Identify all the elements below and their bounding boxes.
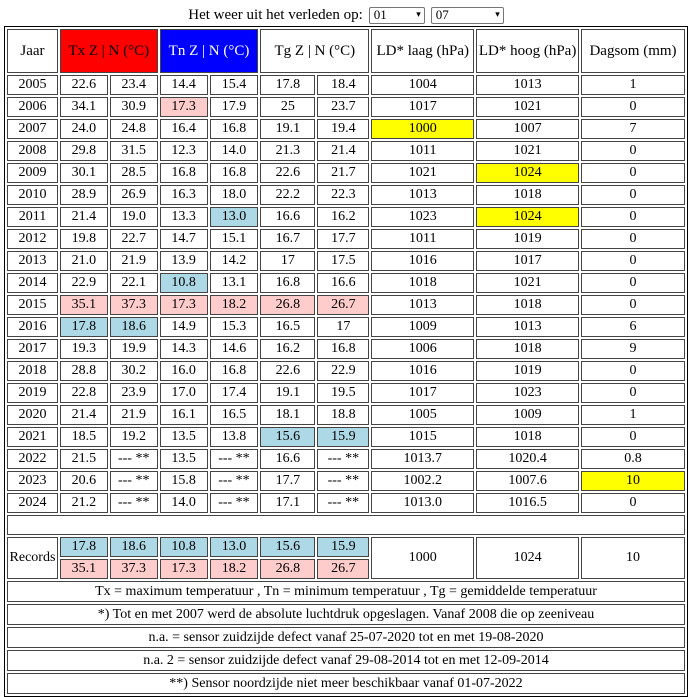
record-ld-laag: 1000 <box>371 537 474 579</box>
value-cell: 19.0 <box>110 207 158 227</box>
value-cell: 0 <box>581 361 685 381</box>
value-cell: 21.4 <box>60 405 108 425</box>
value-cell: 18.6 <box>110 317 158 337</box>
records-label: Records <box>7 537 58 579</box>
chevron-down-icon: ▾ <box>416 10 421 20</box>
value-cell: 19.4 <box>317 119 369 139</box>
value-cell: 1000 <box>371 119 474 139</box>
table-row <box>7 273 685 293</box>
value-cell: --- ** <box>317 493 369 513</box>
value-cell: 16.8 <box>260 273 315 293</box>
value-cell: 1018 <box>476 185 579 205</box>
record-high-cell: 26.7 <box>317 559 369 579</box>
value-cell: 21.5 <box>60 449 108 469</box>
value-cell: 18.8 <box>317 405 369 425</box>
table-row <box>7 185 685 205</box>
column-header-tx: Tx Z | N (°C) <box>60 29 158 73</box>
value-cell: --- ** <box>110 471 158 491</box>
value-cell: 1021 <box>476 273 579 293</box>
value-cell: 16.8 <box>317 339 369 359</box>
value-cell: 19.1 <box>260 383 315 403</box>
value-cell: 1016 <box>371 251 474 271</box>
value-cell: 0 <box>581 163 685 183</box>
footnote: **) Sensor noordzijde niet meer beschikbaar vanaf 01-07-2022 <box>7 673 685 694</box>
chevron-down-icon: ▾ <box>495 10 500 20</box>
value-cell: 14.7 <box>160 229 208 249</box>
value-cell: 1013 <box>476 75 579 95</box>
value-cell: 16.4 <box>160 119 208 139</box>
value-cell: 24.0 <box>60 119 108 139</box>
value-cell: 35.1 <box>60 295 108 315</box>
value-cell: 1019 <box>476 361 579 381</box>
date-selector-bar <box>4 4 688 26</box>
value-cell: 7 <box>581 119 685 139</box>
value-cell: 26.8 <box>260 295 315 315</box>
value-cell: 1024 <box>476 207 579 227</box>
value-cell: 0 <box>581 273 685 293</box>
record-ld-hoog: 1024 <box>476 537 579 579</box>
record-low-cell: 10.8 <box>160 537 208 557</box>
value-cell: 1016.5 <box>476 493 579 513</box>
value-cell: 1009 <box>371 317 474 337</box>
value-cell: 29.8 <box>60 141 108 161</box>
value-cell: 0.8 <box>581 449 685 469</box>
year-cell: 2020 <box>7 405 58 425</box>
year-cell: 2013 <box>7 251 58 271</box>
value-cell: 17.8 <box>60 317 108 337</box>
record-low-cell: 17.8 <box>60 537 108 557</box>
day-select-value: 01 <box>373 7 387 22</box>
footnote-row <box>7 627 685 648</box>
value-cell: 1016 <box>371 361 474 381</box>
value-cell: 21.4 <box>60 207 108 227</box>
value-cell: 13.8 <box>210 427 259 447</box>
value-cell: 12.3 <box>160 141 208 161</box>
value-cell: 17.7 <box>317 229 369 249</box>
value-cell: 1013.0 <box>371 493 474 513</box>
footnote: n.a. = sensor zuidzijde defect vanaf 25-07-2020 tot en met 19-08-2020 <box>7 627 685 648</box>
value-cell: 18.1 <box>260 405 315 425</box>
value-cell: 24.8 <box>110 119 158 139</box>
year-cell: 2012 <box>7 229 58 249</box>
value-cell: 1018 <box>476 339 579 359</box>
value-cell: 1020.4 <box>476 449 579 469</box>
value-cell: 17.7 <box>260 471 315 491</box>
value-cell: --- ** <box>210 449 259 469</box>
value-cell: 19.1 <box>260 119 315 139</box>
day-select[interactable] <box>369 7 425 24</box>
table-row <box>7 405 685 425</box>
value-cell: 16.3 <box>160 185 208 205</box>
footnote-row <box>7 673 685 694</box>
value-cell: 1009 <box>476 405 579 425</box>
year-cell: 2024 <box>7 493 58 513</box>
value-cell: 1006 <box>371 339 474 359</box>
value-cell: 1015 <box>371 427 474 447</box>
value-cell: 1018 <box>476 427 579 447</box>
spacer-row <box>7 515 685 535</box>
value-cell: 1 <box>581 75 685 95</box>
value-cell: 14.6 <box>210 339 259 359</box>
column-header-ld-laag: LD* laag (hPa) <box>371 29 474 73</box>
value-cell: 0 <box>581 229 685 249</box>
column-header-tn: Tn Z | N (°C) <box>160 29 259 73</box>
record-high-cell: 26.8 <box>260 559 315 579</box>
value-cell: 17.4 <box>210 383 259 403</box>
table-row <box>7 141 685 161</box>
value-cell: 1013 <box>371 295 474 315</box>
value-cell: 14.2 <box>210 251 259 271</box>
value-cell: 16.2 <box>260 339 315 359</box>
value-cell: 22.6 <box>60 75 108 95</box>
value-cell: 22.8 <box>60 383 108 403</box>
value-cell: 14.0 <box>160 493 208 513</box>
value-cell: 30.1 <box>60 163 108 183</box>
table-row <box>7 427 685 447</box>
value-cell: 1011 <box>371 141 474 161</box>
records-row-min <box>7 537 685 557</box>
value-cell: 18.0 <box>210 185 259 205</box>
value-cell: 22.7 <box>110 229 158 249</box>
value-cell: 0 <box>581 493 685 513</box>
column-header-tg: Tg Z | N (°C) <box>260 29 369 73</box>
spacer-cell <box>7 515 685 535</box>
value-cell: 1002.2 <box>371 471 474 491</box>
value-cell: 17 <box>317 317 369 337</box>
value-cell: 21.9 <box>110 251 158 271</box>
table-row <box>7 207 685 227</box>
value-cell: 0 <box>581 97 685 117</box>
value-cell: 30.9 <box>110 97 158 117</box>
value-cell: 26.9 <box>110 185 158 205</box>
value-cell: 16.2 <box>317 207 369 227</box>
value-cell: 1004 <box>371 75 474 95</box>
weather-table <box>4 26 688 697</box>
record-low-cell: 15.6 <box>260 537 315 557</box>
value-cell: 25 <box>260 97 315 117</box>
value-cell: 22.6 <box>260 361 315 381</box>
table-row <box>7 251 685 271</box>
value-cell: 6 <box>581 317 685 337</box>
value-cell: 9 <box>581 339 685 359</box>
value-cell: --- ** <box>317 471 369 491</box>
table-row <box>7 229 685 249</box>
table-header-row <box>7 29 685 73</box>
value-cell: 1013.7 <box>371 449 474 469</box>
value-cell: 1024 <box>476 163 579 183</box>
year-cell: 2022 <box>7 449 58 469</box>
value-cell: 16.5 <box>210 405 259 425</box>
value-cell: 14.0 <box>210 141 259 161</box>
year-cell: 2007 <box>7 119 58 139</box>
value-cell: --- ** <box>210 493 259 513</box>
value-cell: 17.8 <box>260 75 315 95</box>
record-low-cell: 15.9 <box>317 537 369 557</box>
table-row <box>7 295 685 315</box>
table-row <box>7 449 685 469</box>
month-select[interactable] <box>431 7 504 24</box>
footnote-row <box>7 581 685 602</box>
value-cell: 21.4 <box>317 141 369 161</box>
value-cell: 1 <box>581 405 685 425</box>
month-select-value: 07 <box>435 7 449 22</box>
value-cell: 1021 <box>476 97 579 117</box>
value-cell: 1013 <box>476 317 579 337</box>
value-cell: 22.2 <box>260 185 315 205</box>
value-cell: 16.8 <box>210 119 259 139</box>
value-cell: 13.3 <box>160 207 208 227</box>
value-cell: 22.6 <box>260 163 315 183</box>
value-cell: 1017 <box>371 97 474 117</box>
value-cell: 28.9 <box>60 185 108 205</box>
value-cell: 17.1 <box>260 493 315 513</box>
value-cell: 22.9 <box>317 361 369 381</box>
year-cell: 2010 <box>7 185 58 205</box>
value-cell: 37.3 <box>110 295 158 315</box>
value-cell: 0 <box>581 207 685 227</box>
value-cell: 0 <box>581 427 685 447</box>
value-cell: 20.6 <box>60 471 108 491</box>
value-cell: 16.6 <box>260 449 315 469</box>
value-cell: 1023 <box>476 383 579 403</box>
value-cell: 22.3 <box>317 185 369 205</box>
value-cell: 1021 <box>476 141 579 161</box>
year-cell: 2021 <box>7 427 58 447</box>
value-cell: 22.9 <box>60 273 108 293</box>
value-cell: 16.8 <box>160 163 208 183</box>
value-cell: 19.2 <box>110 427 158 447</box>
value-cell: 17.3 <box>160 295 208 315</box>
value-cell: --- ** <box>317 449 369 469</box>
value-cell: 1023 <box>371 207 474 227</box>
column-header-jaar: Jaar <box>7 29 58 73</box>
record-high-cell: 18.2 <box>210 559 259 579</box>
value-cell: 17.9 <box>210 97 259 117</box>
value-cell: 16.6 <box>260 207 315 227</box>
value-cell: 17.5 <box>317 251 369 271</box>
value-cell: 1019 <box>476 229 579 249</box>
value-cell: 16.7 <box>260 229 315 249</box>
value-cell: 19.9 <box>110 339 158 359</box>
value-cell: 14.3 <box>160 339 208 359</box>
value-cell: 23.7 <box>317 97 369 117</box>
column-header-ld-hoog: LD* hoog (hPa) <box>476 29 579 73</box>
year-cell: 2016 <box>7 317 58 337</box>
table-row <box>7 339 685 359</box>
value-cell: 13.5 <box>160 449 208 469</box>
value-cell: 23.9 <box>110 383 158 403</box>
value-cell: 13.0 <box>210 207 259 227</box>
footnote: Tx = maximum temperatuur , Tn = minimum temperatuur , Tg = gemiddelde temperatuur <box>7 581 685 602</box>
year-cell: 2008 <box>7 141 58 161</box>
year-cell: 2014 <box>7 273 58 293</box>
value-cell: 18.5 <box>60 427 108 447</box>
table-row <box>7 163 685 183</box>
footnote-row <box>7 604 685 625</box>
record-low-cell: 13.0 <box>210 537 259 557</box>
value-cell: 1007.6 <box>476 471 579 491</box>
value-cell: 21.0 <box>60 251 108 271</box>
value-cell: 1021 <box>371 163 474 183</box>
value-cell: 16.8 <box>210 361 259 381</box>
value-cell: 1018 <box>371 273 474 293</box>
year-cell: 2015 <box>7 295 58 315</box>
record-high-cell: 37.3 <box>110 559 158 579</box>
weather-history-page <box>4 4 688 697</box>
value-cell: 17.0 <box>160 383 208 403</box>
value-cell: 0 <box>581 295 685 315</box>
value-cell: 16.8 <box>210 163 259 183</box>
value-cell: 0 <box>581 141 685 161</box>
value-cell: 23.4 <box>110 75 158 95</box>
value-cell: 21.2 <box>60 493 108 513</box>
value-cell: 18.2 <box>210 295 259 315</box>
value-cell: 1018 <box>476 295 579 315</box>
value-cell: 26.7 <box>317 295 369 315</box>
value-cell: 18.4 <box>317 75 369 95</box>
value-cell: 31.5 <box>110 141 158 161</box>
record-dagsom: 10 <box>581 537 685 579</box>
value-cell: 1017 <box>371 383 474 403</box>
value-cell: 10 <box>581 471 685 491</box>
value-cell: 34.1 <box>60 97 108 117</box>
value-cell: 21.7 <box>317 163 369 183</box>
table-row <box>7 493 685 513</box>
value-cell: 15.9 <box>317 427 369 447</box>
column-header-dagsom: Dagsom (mm) <box>581 29 685 73</box>
value-cell: 16.1 <box>160 405 208 425</box>
value-cell: 0 <box>581 251 685 271</box>
year-cell: 2017 <box>7 339 58 359</box>
value-cell: 19.5 <box>317 383 369 403</box>
footnote: n.a. 2 = sensor zuidzijde defect vanaf 29-08-2014 tot en met 12-09-2014 <box>7 650 685 671</box>
value-cell: 30.2 <box>110 361 158 381</box>
table-row <box>7 361 685 381</box>
value-cell: 28.8 <box>60 361 108 381</box>
value-cell: --- ** <box>210 471 259 491</box>
value-cell: 21.9 <box>110 405 158 425</box>
year-cell: 2006 <box>7 97 58 117</box>
year-cell: 2023 <box>7 471 58 491</box>
value-cell: 14.9 <box>160 317 208 337</box>
table-row <box>7 119 685 139</box>
record-high-cell: 17.3 <box>160 559 208 579</box>
value-cell: 16.5 <box>260 317 315 337</box>
table-row <box>7 383 685 403</box>
value-cell: 14.4 <box>160 75 208 95</box>
value-cell: 13.1 <box>210 273 259 293</box>
value-cell: 16.6 <box>317 273 369 293</box>
value-cell: 0 <box>581 383 685 403</box>
year-cell: 2019 <box>7 383 58 403</box>
value-cell: 22.1 <box>110 273 158 293</box>
value-cell: 17 <box>260 251 315 271</box>
value-cell: 21.3 <box>260 141 315 161</box>
year-cell: 2005 <box>7 75 58 95</box>
value-cell: 15.4 <box>210 75 259 95</box>
value-cell: 1007 <box>476 119 579 139</box>
value-cell: 19.8 <box>60 229 108 249</box>
year-cell: 2009 <box>7 163 58 183</box>
footnote: *) Tot en met 2007 werd de absolute luchtdruk opgeslagen. Vanaf 2008 die op zeeniveau <box>7 604 685 625</box>
table-row <box>7 75 685 95</box>
value-cell: 0 <box>581 185 685 205</box>
year-cell: 2011 <box>7 207 58 227</box>
value-cell: 15.6 <box>260 427 315 447</box>
year-cell: 2018 <box>7 361 58 381</box>
value-cell: 19.3 <box>60 339 108 359</box>
value-cell: 16.0 <box>160 361 208 381</box>
value-cell: 15.3 <box>210 317 259 337</box>
value-cell: 1005 <box>371 405 474 425</box>
page-title: Het weer uit het verleden op: <box>188 6 363 23</box>
table-row <box>7 471 685 491</box>
value-cell: --- ** <box>110 449 158 469</box>
record-high-cell: 35.1 <box>60 559 108 579</box>
footnote-row <box>7 650 685 671</box>
value-cell: 15.8 <box>160 471 208 491</box>
value-cell: 1013 <box>371 185 474 205</box>
value-cell: 17.3 <box>160 97 208 117</box>
value-cell: 10.8 <box>160 273 208 293</box>
value-cell: 13.9 <box>160 251 208 271</box>
value-cell: 1011 <box>371 229 474 249</box>
table-row <box>7 97 685 117</box>
value-cell: 13.5 <box>160 427 208 447</box>
value-cell: 15.1 <box>210 229 259 249</box>
value-cell: 1017 <box>476 251 579 271</box>
value-cell: --- ** <box>110 493 158 513</box>
table-row <box>7 317 685 337</box>
value-cell: 28.5 <box>110 163 158 183</box>
record-low-cell: 18.6 <box>110 537 158 557</box>
